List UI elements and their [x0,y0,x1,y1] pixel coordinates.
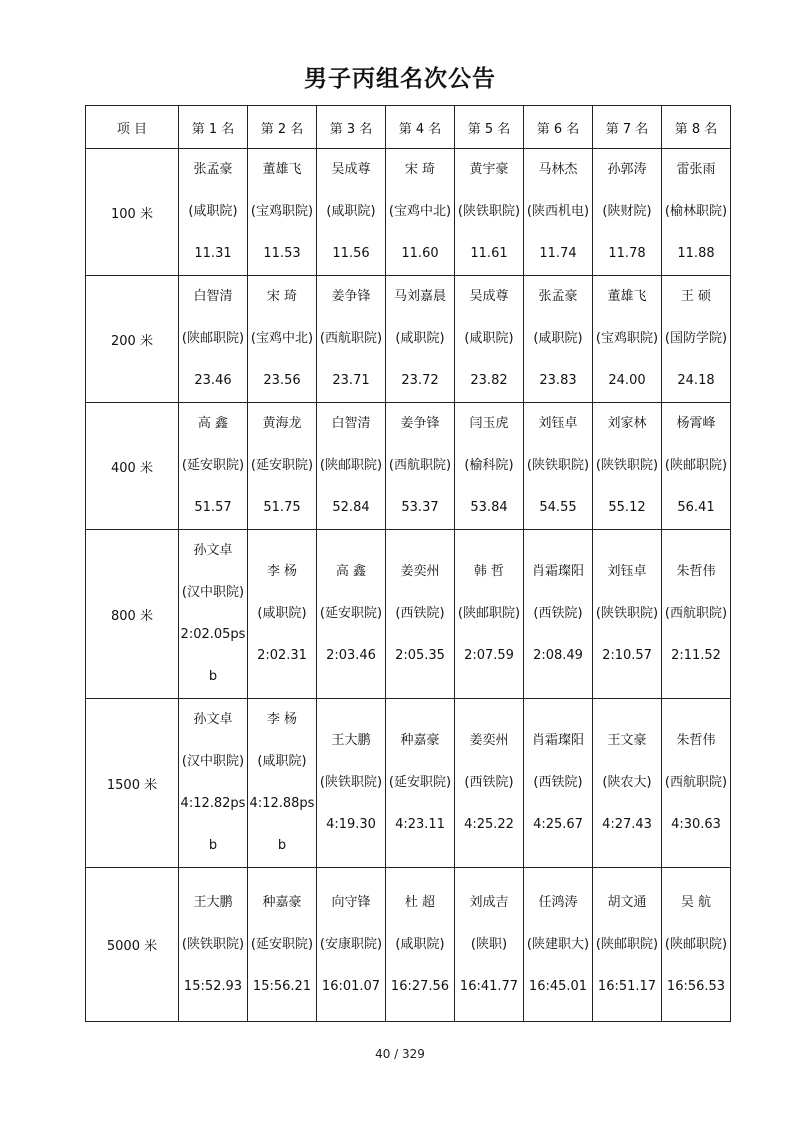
school-name: (陕铁职院) [319,775,383,790]
rank-1-cell [179,276,248,403]
school-name: (宝鸡职院) [595,331,659,346]
athlete-name: 高 鑫 [197,416,229,431]
rank-8-cell [662,149,731,276]
result-mark: 11.61 [470,246,508,261]
result-mark: 24.18 [677,373,715,388]
rank-5-cell [455,276,524,403]
result-mark: 16:51.17 [597,978,657,994]
event-name-cell: 200 米 [86,276,179,403]
athlete-name: 孙文卓 [193,543,233,558]
rank-5-cell [455,403,524,530]
results-body [86,149,731,1022]
rank-7-cell [593,868,662,1022]
result-mark: 11.56 [332,246,370,261]
event-name-cell: 1500 米 [86,699,179,868]
event-name-cell: 800 米 [86,530,179,699]
rank-3-cell [317,276,386,403]
athlete-name: 王 硕 [680,289,712,304]
rank-7-cell [593,276,662,403]
school-name: (陕铁职院) [457,204,521,219]
school-name: (咸职院) [257,606,307,621]
athlete-name: 刘家林 [607,416,647,431]
result-mark: 2:10.57 [602,648,652,663]
school-name: (咸职院) [464,331,514,346]
rank-1-cell [179,868,248,1022]
result-mark: 4:25.67 [533,817,583,832]
school-name: (西航职院) [319,331,383,346]
school-name: (陕建职大) [526,936,590,952]
rank-6-cell [524,699,593,868]
school-name: (陕邮职院) [664,458,728,473]
rank-6-cell [524,403,593,530]
athlete-name: 李 杨 [266,712,298,727]
table-row [86,530,731,699]
page-title: 男子丙组名次公告 [304,66,496,92]
result-mark: 2:05.35 [395,648,445,663]
rank-5-cell [455,699,524,868]
page-number: 40 / 329 [375,1047,425,1061]
school-name: (汉中职院) [181,754,245,769]
event-name-cell: 5000 米 [86,868,179,1022]
athlete-name: 白智清 [193,289,233,304]
result-mark: 55.12 [608,500,646,515]
school-name: (陕铁职院) [595,458,659,473]
table-header-row [86,106,731,149]
result-mark: 54.55 [539,500,577,515]
school-name: (延安职院) [388,775,452,790]
header-rank-5: 第 5 名 [455,106,524,149]
rank-8-cell [662,276,731,403]
result-mark: 24.00 [608,373,646,388]
athlete-name: 闫玉虎 [469,416,509,431]
athlete-name: 种嘉豪 [400,733,440,748]
school-name: (安康职院) [319,936,383,952]
result-mark: 4:12.88ps [249,796,315,811]
rank-4-cell [386,403,455,530]
school-name: (陕农大) [602,775,652,790]
result-mark: 51.57 [194,500,232,515]
athlete-name: 种嘉豪 [262,894,302,910]
school-name: (咸职院) [188,204,238,219]
result-mark: 4:12.82ps [180,796,246,811]
result-mark: 23.71 [332,373,370,388]
athlete-name: 吴 航 [680,894,712,910]
athlete-name: 雷张雨 [676,162,716,177]
athlete-name: 任鸿涛 [538,894,578,910]
result-mark: 11.88 [677,246,715,261]
rank-8-cell [662,530,731,699]
school-name: (宝鸡中北) [250,331,314,346]
result-mark: 2:07.59 [464,648,514,663]
table-row [86,868,731,1022]
rank-8-cell [662,403,731,530]
athlete-name: 王大鹏 [331,733,371,748]
rank-6-cell [524,149,593,276]
results-table [85,105,731,1022]
school-name: (陕邮职院) [664,936,728,952]
result-mark: 23.72 [401,373,439,388]
school-name: (陕邮职院) [595,936,659,952]
result-mark: 2:08.49 [533,648,583,663]
event-name-cell: 400 米 [86,403,179,530]
athlete-name: 张孟豪 [538,289,578,304]
header-rank-3: 第 3 名 [317,106,386,149]
school-name: (陕邮职院) [181,331,245,346]
athlete-name: 姜争锋 [400,416,440,431]
result-mark-suffix: b [208,669,218,684]
rank-5-cell [455,149,524,276]
school-name: (陕职) [470,936,508,952]
result-mark: 4:19.30 [326,817,376,832]
school-name: (西铁院) [395,606,445,621]
result-mark: 2:02.05ps [180,627,246,642]
athlete-name: 宋 琦 [404,162,436,177]
athlete-name: 胡文通 [607,894,647,910]
rank-2-cell [248,276,317,403]
athlete-name: 杨霄峰 [676,416,716,431]
table-row [86,403,731,530]
rank-4-cell [386,868,455,1022]
athlete-name: 宋 琦 [266,289,298,304]
rank-5-cell [455,868,524,1022]
result-mark: 52.84 [332,500,370,515]
header-rank-2: 第 2 名 [248,106,317,149]
school-name: (延安职院) [250,458,314,473]
athlete-name: 朱哲伟 [676,733,716,748]
result-mark: 23.46 [194,373,232,388]
result-mark: 11.31 [194,246,232,261]
result-mark: 2:02.31 [257,648,307,663]
athlete-name: 刘钰卓 [538,416,578,431]
athlete-name: 黄海龙 [262,416,302,431]
result-mark: 2:03.46 [326,648,376,663]
header-rank-6: 第 6 名 [524,106,593,149]
rank-3-cell [317,403,386,530]
school-name: (陕邮职院) [457,606,521,621]
athlete-name: 王大鹏 [193,894,233,910]
result-mark: 56.41 [677,500,715,515]
athlete-name: 白智清 [331,416,371,431]
header-rank-7: 第 7 名 [593,106,662,149]
athlete-name: 刘钰卓 [607,564,647,579]
result-mark: 11.74 [539,246,577,261]
athlete-name: 马林杰 [538,162,578,177]
result-mark: 16:41.77 [459,978,519,994]
rank-6-cell [524,530,593,699]
header-rank-1: 第 1 名 [179,106,248,149]
athlete-name: 董雄飞 [607,289,647,304]
rank-7-cell [593,530,662,699]
rank-4-cell [386,276,455,403]
school-name: (西航职院) [664,775,728,790]
rank-2-cell [248,868,317,1022]
school-name: (宝鸡职院) [250,204,314,219]
school-name: (陕铁职院) [595,606,659,621]
athlete-name: 马刘嘉晨 [393,289,446,304]
rank-6-cell [524,868,593,1022]
athlete-name: 刘成吉 [469,894,509,910]
result-mark: 4:25.22 [464,817,514,832]
school-name: (国防学院) [664,331,728,346]
school-name: (咸职院) [257,754,307,769]
table-row [86,149,731,276]
athlete-name: 肖霜璨阳 [531,733,584,748]
school-name: (榆林职院) [664,204,728,219]
result-mark: 11.78 [608,246,646,261]
rank-8-cell [662,699,731,868]
result-mark: 15:56.21 [252,978,312,994]
athlete-name: 张孟豪 [193,162,233,177]
school-name: (汉中职院) [181,585,245,600]
athlete-name: 杜 超 [404,894,436,910]
athlete-name: 吴成尊 [469,289,509,304]
result-mark-suffix: b [208,838,218,853]
result-mark: 53.37 [401,500,439,515]
result-mark: 16:45.01 [528,978,588,994]
athlete-name: 孙文卓 [193,712,233,727]
header-rank-8: 第 8 名 [662,106,731,149]
school-name: (陕财院) [602,204,652,219]
result-mark: 23.82 [470,373,508,388]
rank-1-cell [179,403,248,530]
school-name: (西铁院) [533,606,583,621]
school-name: (西航职院) [388,458,452,473]
school-name: (延安职院) [319,606,383,621]
rank-6-cell [524,276,593,403]
rank-4-cell [386,149,455,276]
rank-4-cell [386,699,455,868]
result-mark: 4:23.11 [395,817,445,832]
school-name: (陕铁职院) [181,936,245,952]
result-mark: 23.83 [539,373,577,388]
rank-5-cell [455,530,524,699]
event-name-cell: 100 米 [86,149,179,276]
athlete-name: 肖霜璨阳 [531,564,584,579]
school-name: (西航职院) [664,606,728,621]
athlete-name: 姜奕州 [469,733,509,748]
school-name: (咸职院) [326,204,376,219]
athlete-name: 吴成尊 [331,162,371,177]
rank-1-cell [179,149,248,276]
school-name: (陕西机电) [526,204,590,219]
rank-2-cell [248,149,317,276]
school-name: (宝鸡中北) [388,204,452,219]
result-mark: 2:11.52 [671,648,721,663]
rank-4-cell [386,530,455,699]
rank-7-cell [593,699,662,868]
result-mark: 11.60 [401,246,439,261]
rank-3-cell [317,699,386,868]
athlete-name: 黄宇豪 [469,162,509,177]
result-mark-suffix: b [277,838,287,853]
rank-7-cell [593,149,662,276]
athlete-name: 朱哲伟 [676,564,716,579]
rank-8-cell [662,868,731,1022]
result-mark: 15:52.93 [183,978,243,994]
athlete-name: 韩 哲 [473,564,505,579]
athlete-name: 孙郭涛 [607,162,647,177]
header-event: 项 目 [86,106,179,149]
result-mark: 16:01.07 [321,978,381,994]
athlete-name: 向守锋 [331,894,371,910]
rank-1-cell [179,530,248,699]
result-mark: 16:56.53 [666,978,726,994]
athlete-name: 姜奕州 [400,564,440,579]
result-mark: 53.84 [470,500,508,515]
athlete-name: 李 杨 [266,564,298,579]
table-row [86,276,731,403]
school-name: (陕铁职院) [526,458,590,473]
rank-7-cell [593,403,662,530]
school-name: (咸职院) [395,936,445,952]
school-name: (西铁院) [533,775,583,790]
school-name: (咸职院) [533,331,583,346]
school-name: (陕邮职院) [319,458,383,473]
school-name: (咸职院) [395,331,445,346]
result-mark: 51.75 [263,500,301,515]
result-mark: 4:30.63 [671,817,721,832]
rank-3-cell [317,149,386,276]
result-mark: 11.53 [263,246,301,261]
school-name: (延安职院) [181,458,245,473]
athlete-name: 姜争锋 [331,289,371,304]
athlete-name: 董雄飞 [262,162,302,177]
header-rank-4: 第 4 名 [386,106,455,149]
athlete-name: 高 鑫 [335,564,367,579]
school-name: (西铁院) [464,775,514,790]
result-mark: 4:27.43 [602,817,652,832]
athlete-name: 王文豪 [607,733,647,748]
result-mark: 23.56 [263,373,301,388]
rank-2-cell [248,530,317,699]
school-name: (延安职院) [250,936,314,952]
table-row [86,699,731,868]
rank-2-cell [248,403,317,530]
rank-3-cell [317,868,386,1022]
rank-2-cell [248,699,317,868]
rank-3-cell [317,530,386,699]
result-mark: 16:27.56 [390,978,450,994]
school-name: (榆科院) [464,458,514,473]
rank-1-cell [179,699,248,868]
